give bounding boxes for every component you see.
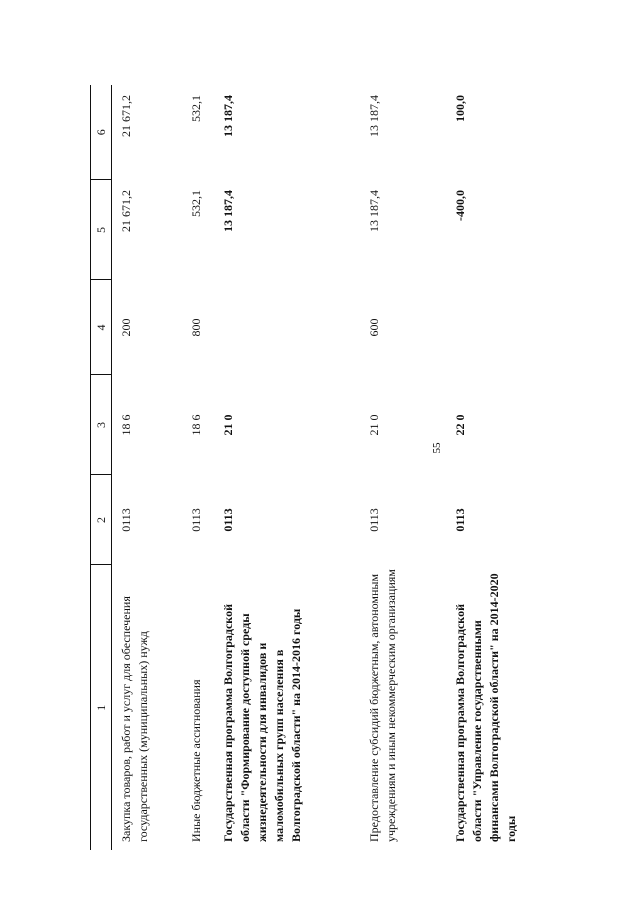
amount-col6: 21 671,2 — [119, 95, 133, 137]
column-header-3: 3 — [91, 375, 112, 475]
target-article: 18 6 — [189, 414, 203, 436]
column-header-4: 4 — [91, 280, 112, 375]
section-code: 0113 — [221, 508, 235, 532]
rotated-table-container — [90, 85, 518, 850]
target-article: 22 0 — [453, 414, 467, 436]
expense-type: 200 — [119, 318, 133, 337]
section-code: 0113 — [189, 508, 203, 532]
amount-col6: 13 187,4 — [221, 95, 235, 137]
amount-col5: 21 671,2 — [119, 190, 133, 232]
amount-col6: 532,1 — [189, 95, 203, 122]
section-code: 0113 — [453, 508, 467, 532]
row-name: Государственная программа Волгоградской области "Формирование доступной среды жизнедеятельности для инвалидов и маломобильных групп населения в Волгоградской области" на 2014-2016 годы — [221, 604, 303, 842]
expense-type: 800 — [189, 318, 203, 337]
header-row — [91, 85, 112, 850]
expense-type — [446, 280, 572, 375]
section-code: 0113 — [119, 508, 133, 532]
budget-table — [90, 85, 572, 850]
row-name: Предоставление субсидий бюджетным, автономным учреждениям и иным некоммерческим организациям — [367, 569, 398, 842]
amount-col5: -400,0 — [453, 190, 467, 221]
table-row — [214, 85, 360, 850]
row-name: Иные бюджетные ассигнования — [189, 679, 203, 842]
amount-col5: 532,1 — [189, 190, 203, 217]
table-row — [360, 85, 446, 850]
column-header-1: 1 — [91, 565, 112, 850]
table-row — [182, 85, 214, 850]
target-article: 21 0 — [221, 414, 235, 436]
expense-type — [214, 280, 360, 375]
section-code: 0113 — [367, 508, 381, 532]
expense-type: 600 — [367, 318, 381, 337]
target-article: 21 0 — [367, 414, 381, 436]
amount-col5: 13 187,4 — [367, 190, 381, 232]
target-article: 18 6 — [119, 414, 133, 436]
table-row — [112, 85, 183, 850]
amount-col6: 13 187,4 — [367, 95, 381, 137]
column-header-5: 5 — [91, 180, 112, 280]
page-number: 55 — [431, 442, 443, 454]
column-header-2: 2 — [91, 475, 112, 565]
table-row — [446, 85, 572, 850]
amount-col5: 13 187,4 — [221, 190, 235, 232]
amount-col6: 100,0 — [453, 95, 467, 122]
row-name: Государственная программа Волгоградской области "Управление государственными финансами Волгоградской области" на 2014-2020 годы — [453, 573, 518, 842]
row-name: Закупка товаров, работ и услуг для обеспечения государственных (муниципальных) нужд — [119, 596, 150, 842]
column-header-6: 6 — [91, 85, 112, 180]
